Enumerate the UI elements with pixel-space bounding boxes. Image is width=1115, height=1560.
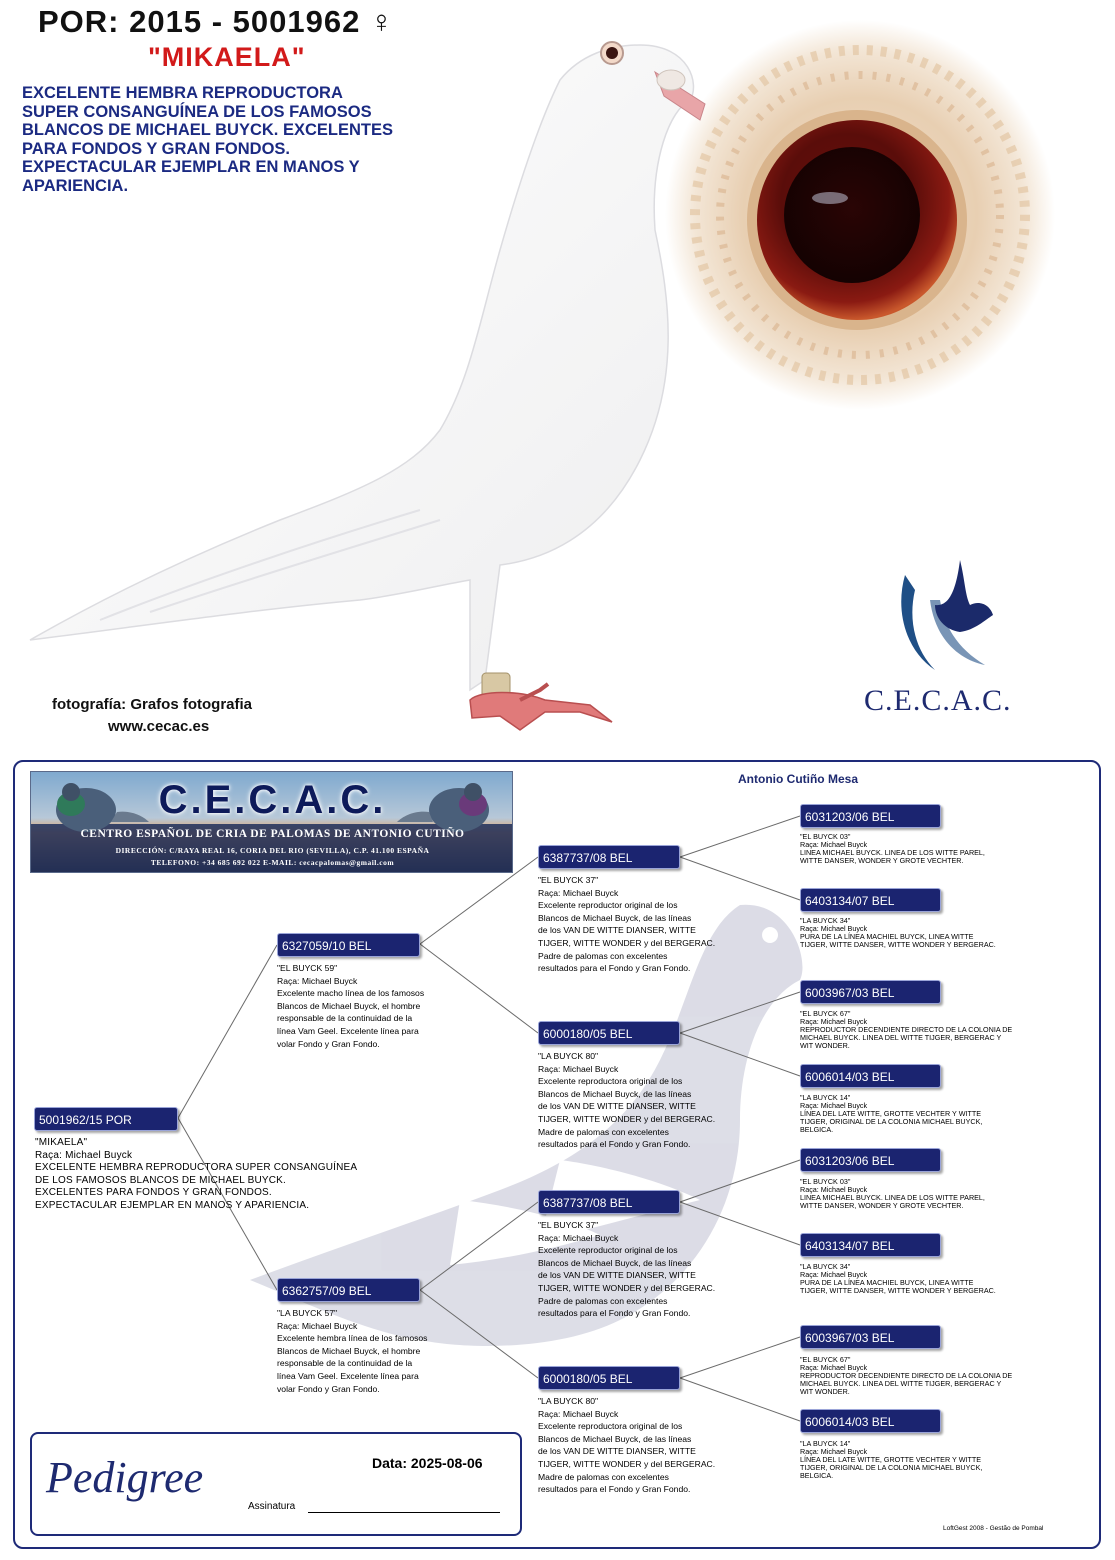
sire-line: responsable de la continuidad de la	[277, 1013, 413, 1024]
dam-sire-ring[interactable]: 6387737/08 BEL	[538, 1190, 680, 1214]
banner-title: C.E.C.A.C.	[158, 778, 387, 822]
grandparent-line: Raça: Michael Buyck	[538, 887, 619, 898]
subject-line: Raça: Michael Buyck	[35, 1149, 133, 1161]
grandparent-line: de los VAN DE WITTE DIANSER, WITTE	[538, 925, 696, 936]
description-line: EXCELENTE HEMBRA REPRODUCTORA	[22, 84, 343, 102]
description-line: SUPER CONSANGUÍNEA DE LOS FAMOSOS	[22, 102, 372, 121]
owner-name: Antonio Cutiño Mesa	[738, 772, 858, 786]
ggp-line: "EL BUYCK 67"	[800, 1355, 851, 1364]
ggp-line: Raça: Michael Buyck	[800, 1101, 868, 1110]
ggp-line: Raça: Michael Buyck	[800, 840, 868, 849]
grandparent-line: Blancos de Michael Buyck, de las líneas	[538, 1088, 692, 1099]
sire-line: Blancos de Michael Buyck, el hombre	[277, 1000, 421, 1011]
great-grandparent-details	[800, 1178, 985, 1210]
sire-sire-ring[interactable]: 6387737/08 BEL	[538, 845, 680, 869]
sire-line: línea Vam Geel. Excelente línea para	[277, 1025, 419, 1036]
great-grandparent-details	[800, 1094, 982, 1134]
grandparent-line: "EL BUYCK 37"	[538, 1220, 599, 1230]
software-credit: LoftGest 2008 - Gestão de Pombal	[943, 1525, 1044, 1532]
ggp-line: WIT WONDER.	[800, 1041, 850, 1050]
ggp-line: "EL BUYCK 03"	[800, 1177, 851, 1186]
pedigree-logo-text: Pedigree	[46, 1453, 204, 1502]
dam-details	[277, 1307, 427, 1395]
grandparent-line: resultados para el Fondo y Gran Fondo.	[538, 1484, 691, 1495]
grandparent-line: Blancos de Michael Buyck, de las líneas	[538, 1433, 692, 1444]
sire-line: volar Fondo y Gran Fondo.	[277, 1038, 380, 1049]
dam-sire-details	[538, 1219, 715, 1320]
hero-name: "MIKAELA"	[148, 42, 306, 72]
sire-dam-ring[interactable]: 6000180/05 BEL	[538, 1021, 680, 1045]
great-grandparent-details	[800, 917, 996, 949]
ggp-line: PURA DE LA LÍNEA MACHIEL BUYCK, LINEA WITTE	[800, 1278, 974, 1287]
brand-name: C.E.C.A.C.	[864, 684, 1012, 717]
ggp-line: Raça: Michael Buyck	[800, 1363, 868, 1372]
sire-sire-details	[538, 874, 715, 975]
hero-title: POR: 2015 - 5001962 ♀	[38, 4, 395, 39]
great-grandparent-ring[interactable]: 6006014/03 BEL	[800, 1409, 941, 1433]
dam-line: Excelente hembra línea de los famosos	[277, 1333, 428, 1344]
grandparent-line: Blancos de Michael Buyck, de las líneas	[538, 1257, 692, 1268]
grandparent-line: Raça: Michael Buyck	[538, 1408, 619, 1419]
dam-line: "LA BUYCK 57"	[277, 1308, 338, 1318]
dam-dam-ring[interactable]: 6000180/05 BEL	[538, 1366, 680, 1390]
ggp-line: REPRODUCTOR DECENDIENTE DIRECTO DE LA COLONIA DE	[800, 1371, 1013, 1380]
sire-line: "EL BUYCK 59"	[277, 963, 338, 973]
ggp-line: TIJGER, WITTE DANSER, WITTE WONDER Y BERGERAC.	[800, 1286, 996, 1295]
ggp-line: TIJGER, ORIGINAL DE LA COLONIA MICHAEL BUYCK,	[800, 1117, 983, 1126]
ggp-line: LINEA MICHAEL BUYCK. LINEA DE LOS WITTE PAREL,	[800, 848, 985, 857]
description-line: PARA FONDOS Y GRAN FONDOS.	[22, 139, 290, 158]
grandparent-line: Blancos de Michael Buyck, de las líneas	[538, 912, 692, 923]
ggp-line: PURA DE LA LÍNEA MACHIEL BUYCK, LINEA WITTE	[800, 932, 974, 941]
signature-label: Assinatura	[248, 1501, 296, 1512]
dam-line: Blancos de Michael Buyck, el hombre	[277, 1345, 421, 1356]
grandparent-line: Excelente reproductor original de los	[538, 1245, 678, 1256]
subject-line: DE LOS FAMOSOS BLANCOS DE MICHAEL BUYCK.	[35, 1174, 287, 1186]
sire-ring[interactable]: 6327059/10 BEL	[277, 933, 420, 957]
great-grandparent-ring[interactable]: 6031203/06 BEL	[800, 1148, 941, 1172]
subject-details	[35, 1137, 357, 1213]
grandparent-line: "LA BUYCK 80"	[538, 1396, 599, 1406]
great-grandparent-details	[800, 1010, 1012, 1050]
grandparent-line: de los VAN DE WITTE DIANSER, WITTE	[538, 1101, 696, 1112]
ggp-line: Raça: Michael Buyck	[800, 1270, 868, 1279]
great-grandparent-details	[800, 1440, 982, 1480]
banner-address: DIRECCIÓN: C/RAYA REAL 16, CORIA DEL RIO (SEVILLA), C.P. 41.100 ESPAÑA	[115, 846, 430, 855]
ggp-line: Raça: Michael Buyck	[800, 1447, 868, 1456]
description-line: EXPECTACULAR EJEMPLAR EN MANOS Y	[22, 158, 360, 176]
grandparent-line: TIJGER, WITTE WONDER y del BERGERAC.	[538, 937, 716, 948]
subject-ring[interactable]: 5001962/15 POR	[34, 1107, 178, 1131]
ggp-line: WIT WONDER.	[800, 1387, 850, 1396]
ggp-line: TIJGER, WITTE DANSER, WITTE WONDER Y BERGERAC.	[800, 940, 996, 949]
grandparent-line: Raça: Michael Buyck	[538, 1232, 619, 1243]
sire-dam-details	[538, 1050, 715, 1151]
grandparent-line: resultados para el Fondo y Gran Fondo.	[538, 1308, 691, 1319]
description-line: BLANCOS DE MICHAEL BUYCK. EXCELENTES	[22, 121, 393, 139]
ggp-line: MICHAEL BUYCK. LINEA DEL WITTE TIJGER, BERGERAC Y	[800, 1033, 1002, 1042]
great-grandparent-ring[interactable]: 6031203/06 BEL	[800, 804, 941, 828]
grandparent-line: Excelente reproductora original de los	[538, 1076, 683, 1087]
dam-line: volar Fondo y Gran Fondo.	[277, 1383, 380, 1394]
ggp-line: LÍNEA DEL LATE WITTE, GROTTE VECHTER Y WITTE	[800, 1455, 982, 1464]
ggp-line: "LA BUYCK 14"	[800, 1093, 851, 1102]
sire-details	[277, 962, 424, 1050]
great-grandparent-ring[interactable]: 6403134/07 BEL	[800, 888, 941, 912]
website-link[interactable]: www.cecac.es	[108, 718, 210, 735]
grandparent-line: Excelente reproductor original de los	[538, 900, 678, 911]
ggp-line: WITTE DANSER, WONDER Y GROTE VECHTER.	[800, 1201, 964, 1210]
grandparent-line: Madre de palomas con excelentes	[538, 1471, 669, 1482]
subject-line: EXPECTACULAR EJEMPLAR EN MANOS Y APARIENCIA.	[35, 1199, 310, 1211]
ggp-line: "EL BUYCK 03"	[800, 832, 851, 841]
photo-credit: fotografía: Grafos fotografia	[52, 696, 253, 713]
ggp-line: "LA BUYCK 34"	[800, 916, 851, 925]
sire-line: Raça: Michael Buyck	[277, 975, 358, 986]
ggp-line: LÍNEA DEL LATE WITTE, GROTTE VECHTER Y WITTE	[800, 1109, 982, 1118]
description-line: APARIENCIA.	[22, 176, 129, 195]
dam-ring[interactable]: 6362757/09 BEL	[277, 1278, 420, 1302]
grandparent-line: Excelente reproductora original de los	[538, 1421, 683, 1432]
ggp-line: Raça: Michael Buyck	[800, 1017, 868, 1026]
sire-line: Excelente macho línea de los famosos	[277, 988, 425, 999]
great-grandparent-ring[interactable]: 6003967/03 BEL	[800, 980, 941, 1004]
dam-line: responsable de la continuidad de la	[277, 1358, 413, 1369]
grandparent-line: resultados para el Fondo y Gran Fondo.	[538, 1139, 691, 1150]
ggp-line: Raça: Michael Buyck	[800, 1185, 868, 1194]
subject-line: EXCELENTES PARA FONDOS Y GRAN FONDOS.	[35, 1187, 272, 1199]
banner-subtitle: CENTRO ESPAÑOL DE CRIA DE PALOMAS DE ANTONIO CUTIÑO	[80, 828, 465, 840]
subject-line: EXCELENTE HEMBRA REPRODUCTORA SUPER CONSANGUÍNEA	[35, 1162, 358, 1174]
ggp-line: LINEA MICHAEL BUYCK. LINEA DE LOS WITTE PAREL,	[800, 1193, 985, 1202]
banner-phone: TELEFONO: +34 685 692 022 E-MAIL: cecacpalomas@gmail.com	[150, 858, 395, 867]
great-grandparent-details	[800, 833, 985, 865]
dam-line: línea Vam Geel. Excelente línea para	[277, 1370, 419, 1381]
ggp-line: MICHAEL BUYCK. LINEA DEL WITTE TIJGER, BERGERAC Y	[800, 1379, 1002, 1388]
great-grandparent-details	[800, 1263, 996, 1295]
subject-line: "MIKAELA"	[35, 1137, 88, 1148]
dam-dam-details	[538, 1395, 715, 1496]
grandparent-line: resultados para el Fondo y Gran Fondo.	[538, 963, 691, 974]
ggp-line: TIJGER, ORIGINAL DE LA COLONIA MICHAEL BUYCK,	[800, 1463, 983, 1472]
signature-line	[308, 1512, 500, 1513]
grandparent-line: "EL BUYCK 37"	[538, 875, 599, 885]
great-grandparent-ring[interactable]: 6403134/07 BEL	[800, 1233, 941, 1257]
grandparent-line: TIJGER, WITTE WONDER y del BERGERAC.	[538, 1458, 716, 1469]
print-date: Data: 2025-08-06	[372, 1455, 483, 1471]
great-grandparent-ring[interactable]: 6003967/03 BEL	[800, 1325, 941, 1349]
grandparent-line: Raça: Michael Buyck	[538, 1063, 619, 1074]
ggp-line: Raça: Michael Buyck	[800, 924, 868, 933]
ggp-line: "LA BUYCK 34"	[800, 1262, 851, 1271]
cecac-banner	[30, 771, 513, 873]
great-grandparent-ring[interactable]: 6006014/03 BEL	[800, 1064, 941, 1088]
ggp-line: BELGICA.	[800, 1125, 834, 1134]
great-grandparent-details	[800, 1356, 1012, 1396]
dam-line: Raça: Michael Buyck	[277, 1320, 358, 1331]
ggp-line: WITTE DANSER, WONDER Y GROTE VECHTER.	[800, 856, 964, 865]
grandparent-line: TIJGER, WITTE WONDER y del BERGERAC.	[538, 1282, 716, 1293]
grandparent-line: de los VAN DE WITTE DIANSER, WITTE	[538, 1446, 696, 1457]
ggp-line: BELGICA.	[800, 1471, 834, 1480]
grandparent-line: Padre de palomas con excelentes	[538, 1295, 668, 1306]
grandparent-line: "LA BUYCK 80"	[538, 1051, 599, 1061]
ggp-line: "EL BUYCK 67"	[800, 1009, 851, 1018]
grandparent-line: Padre de palomas con excelentes	[538, 950, 668, 961]
grandparent-line: de los VAN DE WITTE DIANSER, WITTE	[538, 1270, 696, 1281]
ggp-line: REPRODUCTOR DECENDIENTE DIRECTO DE LA COLONIA DE	[800, 1025, 1013, 1034]
grandparent-line: TIJGER, WITTE WONDER y del BERGERAC.	[538, 1113, 716, 1124]
grandparent-line: Madre de palomas con excelentes	[538, 1126, 669, 1137]
ggp-line: "LA BUYCK 14"	[800, 1439, 851, 1448]
